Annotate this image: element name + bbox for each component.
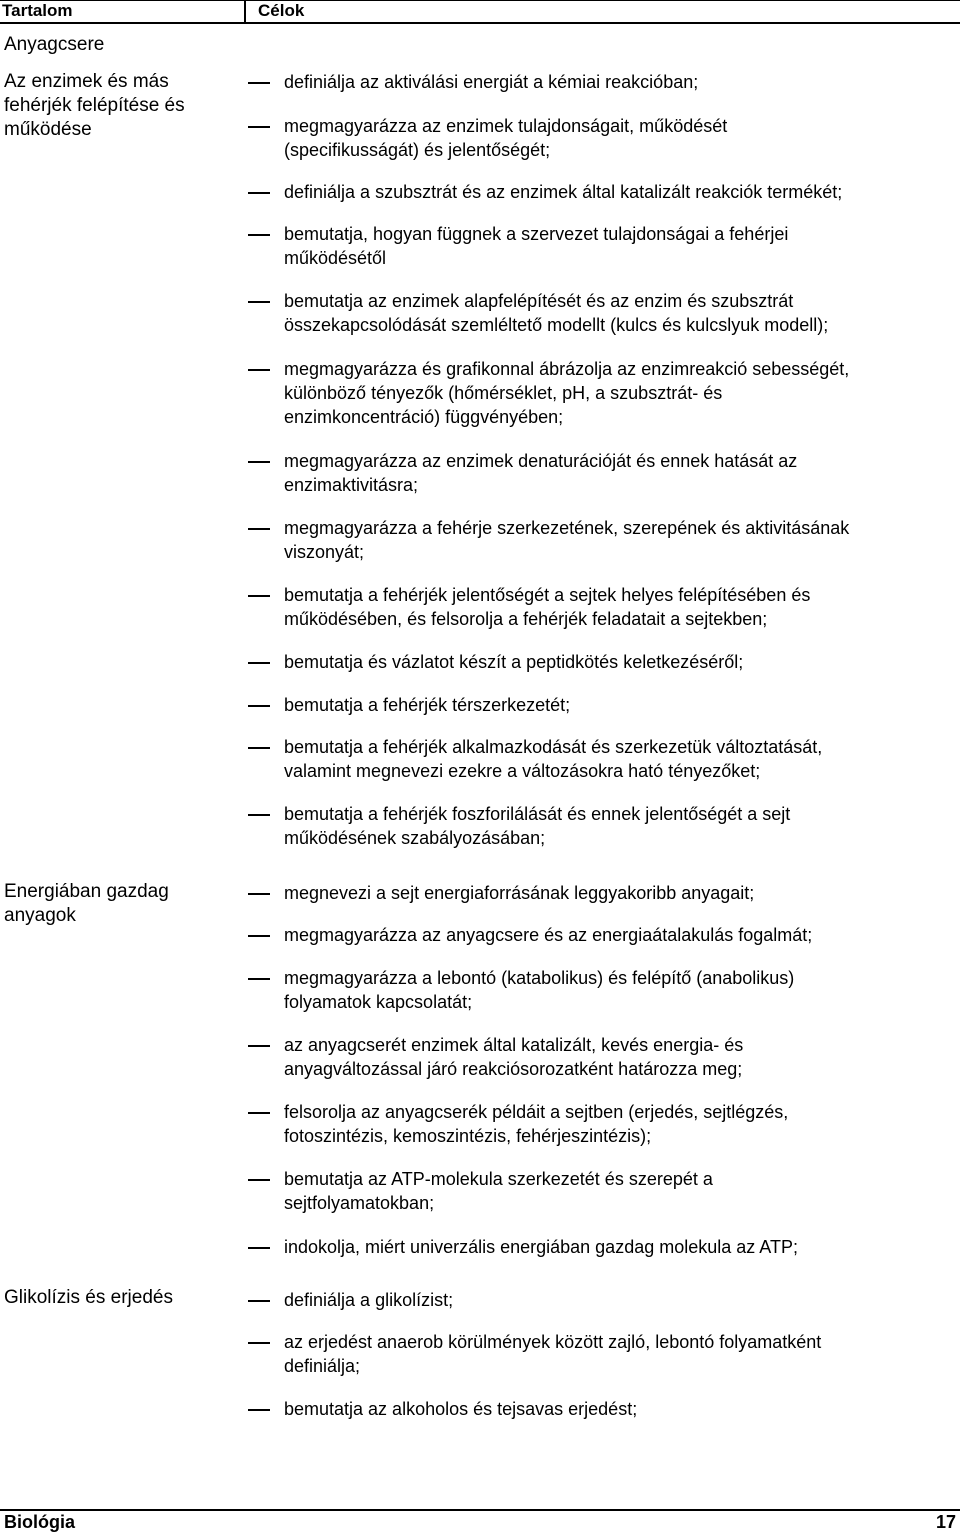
dash-bullet [248, 234, 270, 236]
dash-bullet [248, 528, 270, 530]
footer-rule [0, 1509, 960, 1511]
topic-glycolysis: Glikolízis és erjedés [4, 1287, 173, 1308]
footer-subject: Biológia [4, 1512, 75, 1532]
dash-bullet [248, 893, 270, 895]
dash-bullet [248, 301, 270, 303]
dash-bullet [248, 1247, 270, 1249]
dash-bullet [248, 461, 270, 463]
topic-energy: Energiában gazdag anyagok [4, 881, 169, 926]
dash-bullet [248, 82, 270, 84]
dash-bullet [248, 662, 270, 664]
table-header [0, 0, 960, 24]
dash-bullet [248, 369, 270, 371]
topic-enzymes: Az enzimek és más fehérjék felépítése és működése [4, 71, 185, 140]
dash-bullet [248, 1409, 270, 1411]
footer-page-number: 17 [935, 1512, 956, 1532]
dash-bullet [248, 1179, 270, 1181]
dash-bullet [248, 1045, 270, 1047]
dash-bullet [248, 705, 270, 707]
dash-bullet [248, 595, 270, 597]
dash-bullet [248, 935, 270, 937]
dash-bullet [248, 126, 270, 128]
dash-bullet [248, 192, 270, 194]
header-goals: Célok [258, 1, 305, 20]
dash-bullet [248, 747, 270, 749]
dash-bullet [248, 1342, 270, 1344]
section-heading: Anyagcsere [4, 34, 105, 55]
dash-bullet [248, 1300, 270, 1302]
dash-bullet [248, 814, 270, 816]
header-contents: Tartalom [2, 1, 73, 20]
dash-bullet [248, 978, 270, 980]
header-divider [244, 0, 246, 24]
dash-bullet [248, 1112, 270, 1114]
